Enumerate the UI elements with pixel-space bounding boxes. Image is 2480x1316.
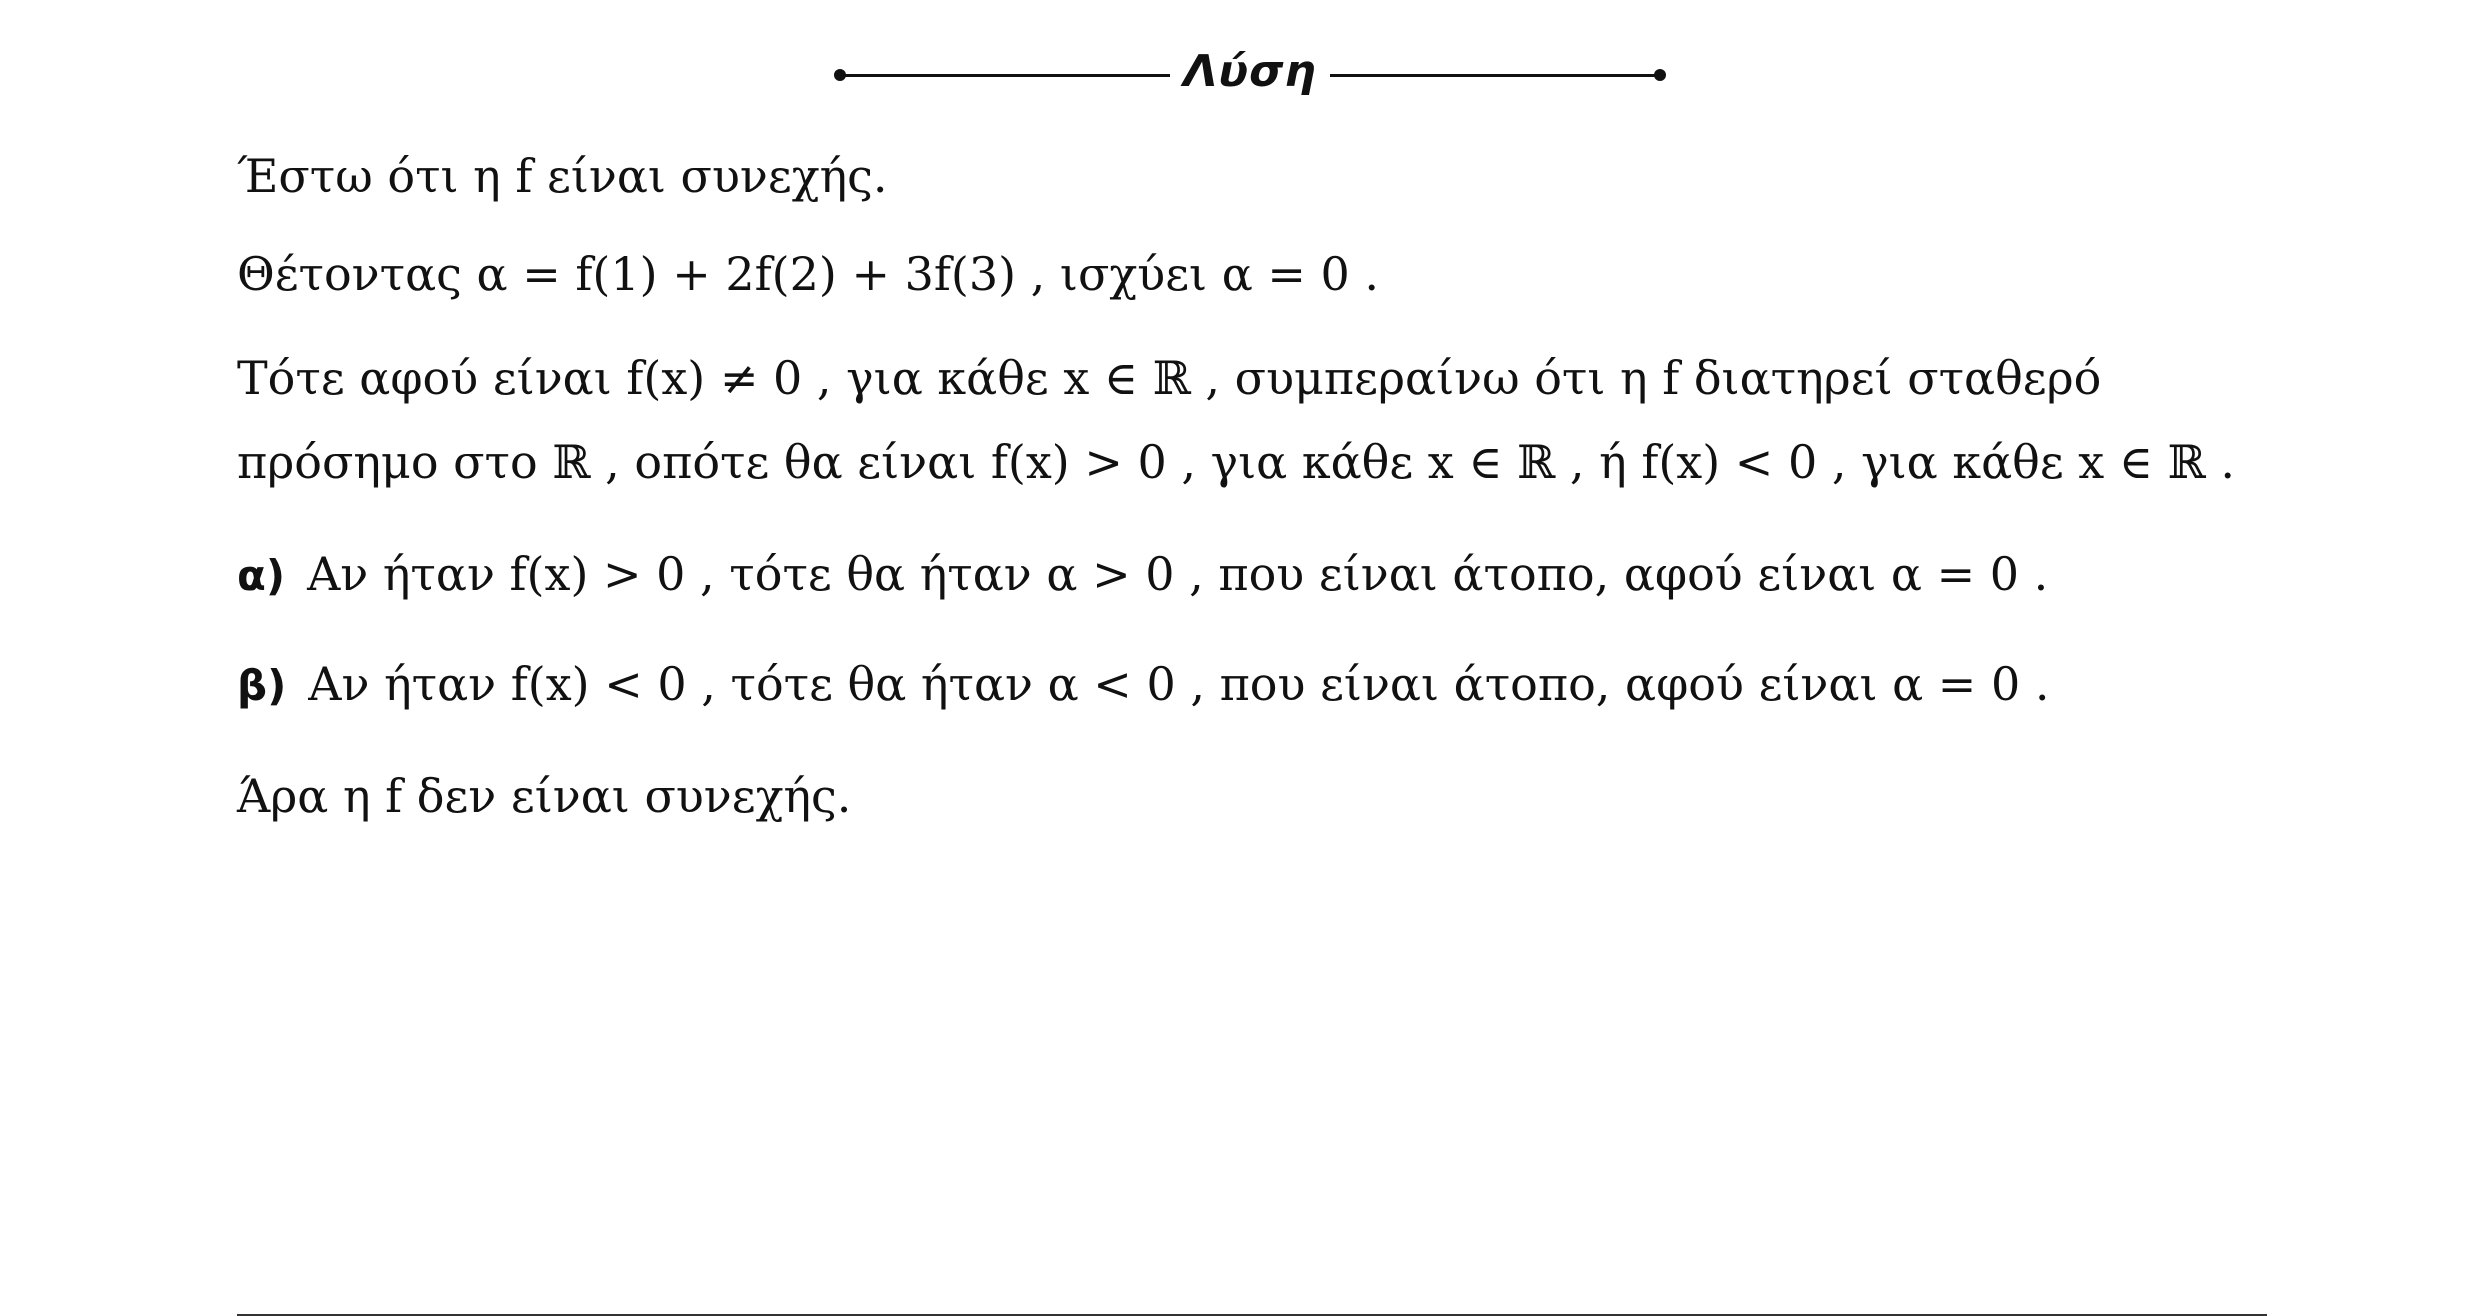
case-b-label: β): [237, 661, 287, 710]
heading-title: Λύση: [1183, 46, 1317, 97]
sign-paragraph-line-1: Τότε αφού είναι f(x) ≠ 0 , για κάθε x ∈ ℝ , συμπεραίνω ότι η f διατηρεί σταθερό: [237, 351, 2102, 405]
sign-paragraph-line-2: πρόσημο στο ℝ , οπότε θα είναι f(x) > 0 , για κάθε x ∈ ℝ , ή f(x) < 0 , για κάθε x ∈ ℝ .: [237, 435, 2235, 489]
case-a-label: α): [237, 551, 286, 600]
case-b: [237, 656, 2049, 714]
heading-right-dot: [1654, 69, 1666, 81]
case-a-text: Αν ήταν f(x) > 0 , τότε θα ήταν α > 0 , που είναι άτοπο, αφού είναι α = 0 .: [307, 547, 2049, 601]
definition-paragraph: Θέτοντας α = f(1) + 2f(2) + 3f(3) , ισχύει α = 0 .: [237, 247, 1380, 301]
heading-right-rule: [1330, 74, 1660, 77]
assumption-paragraph: Έστω ότι η f είναι συνεχής.: [237, 149, 888, 203]
heading-left-rule: [840, 74, 1170, 77]
case-a: [237, 546, 2048, 604]
solution-heading: [0, 42, 2480, 102]
case-b-text: Αν ήταν f(x) < 0 , τότε θα ήταν α < 0 , που είναι άτοπο, αφού είναι α = 0 .: [308, 657, 2050, 711]
conclusion-paragraph: Άρα η f δεν είναι συνεχής.: [237, 769, 852, 823]
